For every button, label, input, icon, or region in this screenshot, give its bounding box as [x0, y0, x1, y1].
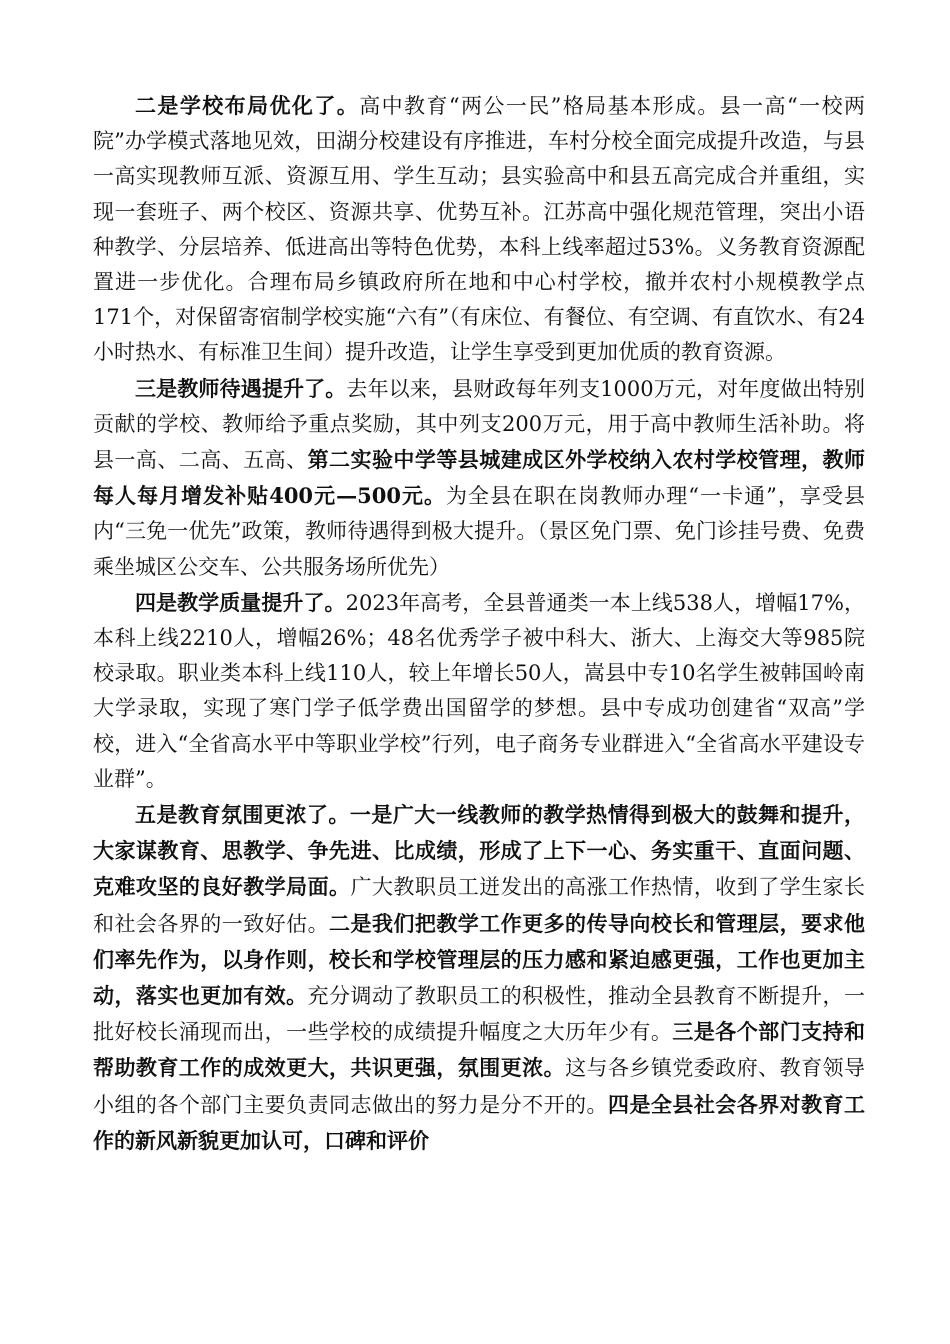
- paragraph-emphasis: 二是我们把教学工作更多的传导向校长和管理层，要求他们率先作为，以身作则，校长和学校管理层的压力感和紧迫感更强，工作也更加主动，落实也更加有效。: [93, 910, 866, 1009]
- paragraph-teacher-benefits: [93, 371, 865, 585]
- paragraph-emphasis: 四是全县社会各界对教育工作的新风新貌更加认可，口碑和评价: [93, 1091, 866, 1153]
- paragraph-heading: 四是教学质量提升了。: [135, 589, 346, 615]
- paragraph-text: 为全县在职在岗教师办理“一卡通”，享受县内“三免一优先”政策，教师待遇得到极大提升。（景区免门票、免门诊挂号费、免费乘坐城区公交车、公共服务场所优先）: [93, 484, 865, 579]
- paragraph-text: 2023年高考，全县普通类一本上线538人，增幅17%，本科上线2210人，增幅26%；48名优秀学子被中科大、浙大、上海交大等985院校录取。职业类本科上线110人，较上年增长50人，嵩县中专10名学生被韩国岭南大学录取，实现了寒门学子低学费出国留学的梦想。县中专成功创建省“双高”学校，进入“全省高水平中等职业学校”行列，电子商务专业群进入“全省高水平建设专业群”。: [93, 590, 866, 791]
- paragraph-school-layout: [93, 88, 865, 371]
- paragraph-text: 去年以来，县财政每年列支1000万元，对年度做出特别贡献的学校、教师给予重点奖励，其中列支200万元，用于高中教师生活补助。将县一高、二高、五高、: [93, 376, 865, 473]
- paragraph-teaching-quality: [93, 585, 865, 797]
- paragraph-education-atmosphere: [93, 797, 865, 1159]
- document-page: [93, 88, 865, 1159]
- paragraph-heading: 五是教育氛围更浓了。一是广大一线教师的教学热情得到极大的鼓舞和提升，大家谋教育、思教学、争先进、比成绩，形成了上下一心、务实重干、直面问题、克难攻坚的良好教学局面。: [93, 802, 865, 900]
- paragraph-text: 高中教育“两公一民”格局基本形成。县一高“一校两院”办学模式落地见效，田湖分校建设有序推进，车村分校全面完成提升改造，与县一高实现教师互派、资源互用、学生互动；县实验高中和县五高完成合并重组，实现一套班子、两个校区、资源共享、优势互补。江苏高中强化规范管理，突出小语种教学、分层培养、低进高出等特色优势，本科上线率超过53%。义务教育资源配置进一步优化。合理布局乡镇政府所在地和中心村学校，撤并农村小规模教学点171个，对保留寄宿制学校实施“六有”（有床位、有餐位、有空调、有直饮水、有24小时热水、有标准卫生间）提升改造，让学生享受到更加优质的教育资源。: [93, 94, 865, 365]
- paragraph-heading: 二是学校布局优化了。: [135, 93, 360, 118]
- paragraph-emphasis: 第二实验中学等县城建成区外学校纳入农村学校管理，教师每人每月增发补贴400元—500元。: [93, 447, 866, 509]
- paragraph-text: 广大教职员工迸发出的高涨工作热情，收到了学生家长和社会各界的一致好估。: [93, 875, 866, 936]
- paragraph-text: 充分调动了教职员工的积极性，推动全县教育不断提升，一批好校长涌现而出，一些学校的成绩提升幅度之大历年少有。: [93, 984, 866, 1045]
- paragraph-emphasis: 三是各个部门支持和帮助教育工作的成效更大，共识更强，氛围更浓。: [93, 1019, 866, 1081]
- paragraph-text: 这与各乡镇党委政府、教育领导小组的各个部门主要负责同志做出的努力是分不开的。: [93, 1056, 866, 1117]
- paragraph-heading: 三是教师待遇提升了。: [135, 375, 347, 401]
